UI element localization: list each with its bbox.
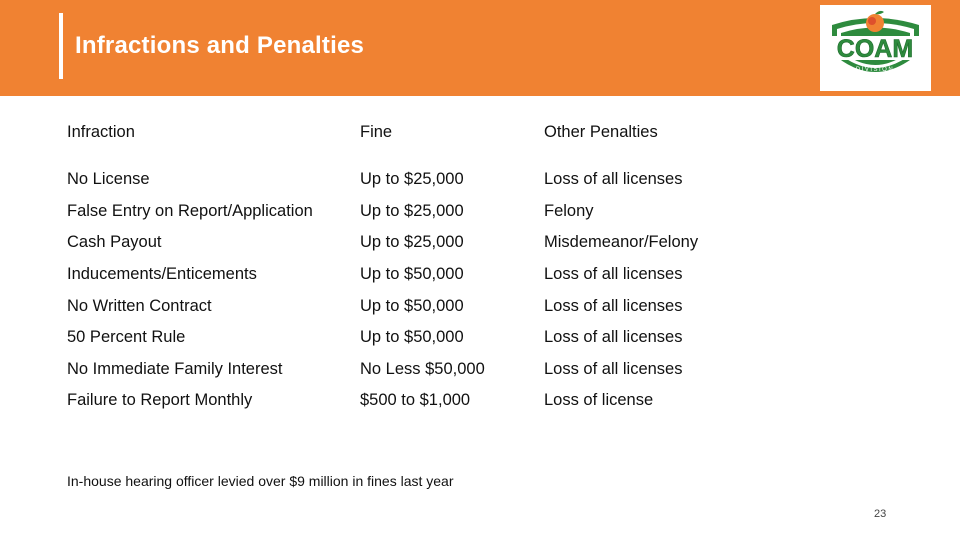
infraction-cell: Cash Payout	[67, 233, 162, 252]
infraction-cell: No License	[67, 170, 150, 189]
other-penalty-cell: Loss of all licenses	[544, 170, 683, 189]
other-penalty-cell: Loss of all licenses	[544, 296, 683, 315]
other-penalty-cell: Misdemeanor/Felony	[544, 233, 699, 252]
other-penalty-cell: Loss of all licenses	[544, 265, 683, 284]
table-row	[58, 196, 783, 228]
infraction-cell: 50 Percent Rule	[67, 328, 186, 347]
table-row	[58, 322, 783, 354]
other-penalty-cell: Loss of license	[544, 391, 654, 410]
fine-cell: Up to $50,000	[360, 328, 464, 347]
table-header-row	[58, 116, 783, 149]
page-number: 23	[874, 508, 887, 520]
footnote: In-house hearing officer levied over $9 million in fines last year	[67, 473, 454, 489]
header-accent-bar	[59, 13, 63, 79]
infraction-cell: No Immediate Family Interest	[67, 359, 283, 378]
header-banner	[0, 0, 960, 96]
table-row	[58, 259, 783, 291]
header-infraction: Infraction	[67, 123, 135, 141]
header-fine: Fine	[360, 123, 393, 141]
fine-cell: No Less $50,000	[360, 359, 485, 378]
table-row	[58, 385, 783, 417]
page-title: Infractions and Penalties	[75, 32, 365, 59]
penalties-table	[58, 116, 783, 417]
infraction-cell: Inducements/Enticements	[67, 265, 257, 284]
coam-logo-graphic	[820, 5, 931, 91]
logo-subtext: DIVISION	[855, 67, 895, 73]
infraction-cell: Failure to Report Monthly	[67, 391, 253, 410]
fine-cell: Up to $25,000	[360, 233, 464, 252]
fine-cell: $500 to $1,000	[360, 391, 471, 410]
fine-cell: Up to $50,000	[360, 296, 464, 315]
header-other-penalties: Other Penalties	[544, 123, 658, 141]
fine-cell: Up to $25,000	[360, 201, 464, 220]
infraction-cell: False Entry on Report/Application	[67, 201, 313, 220]
fine-cell: Up to $25,000	[360, 170, 464, 189]
other-penalty-cell: Felony	[544, 201, 594, 220]
infraction-cell: No Written Contract	[67, 296, 212, 315]
table-spacer	[58, 149, 783, 164]
table-row	[58, 354, 783, 386]
table-row	[58, 164, 783, 196]
other-penalty-cell: Loss of all licenses	[544, 359, 683, 378]
logo-text: COAM	[836, 35, 914, 63]
coam-logo	[820, 5, 931, 91]
table-row	[58, 290, 783, 322]
fine-cell: Up to $50,000	[360, 265, 464, 284]
other-penalty-cell: Loss of all licenses	[544, 328, 683, 347]
table-row	[58, 227, 783, 259]
